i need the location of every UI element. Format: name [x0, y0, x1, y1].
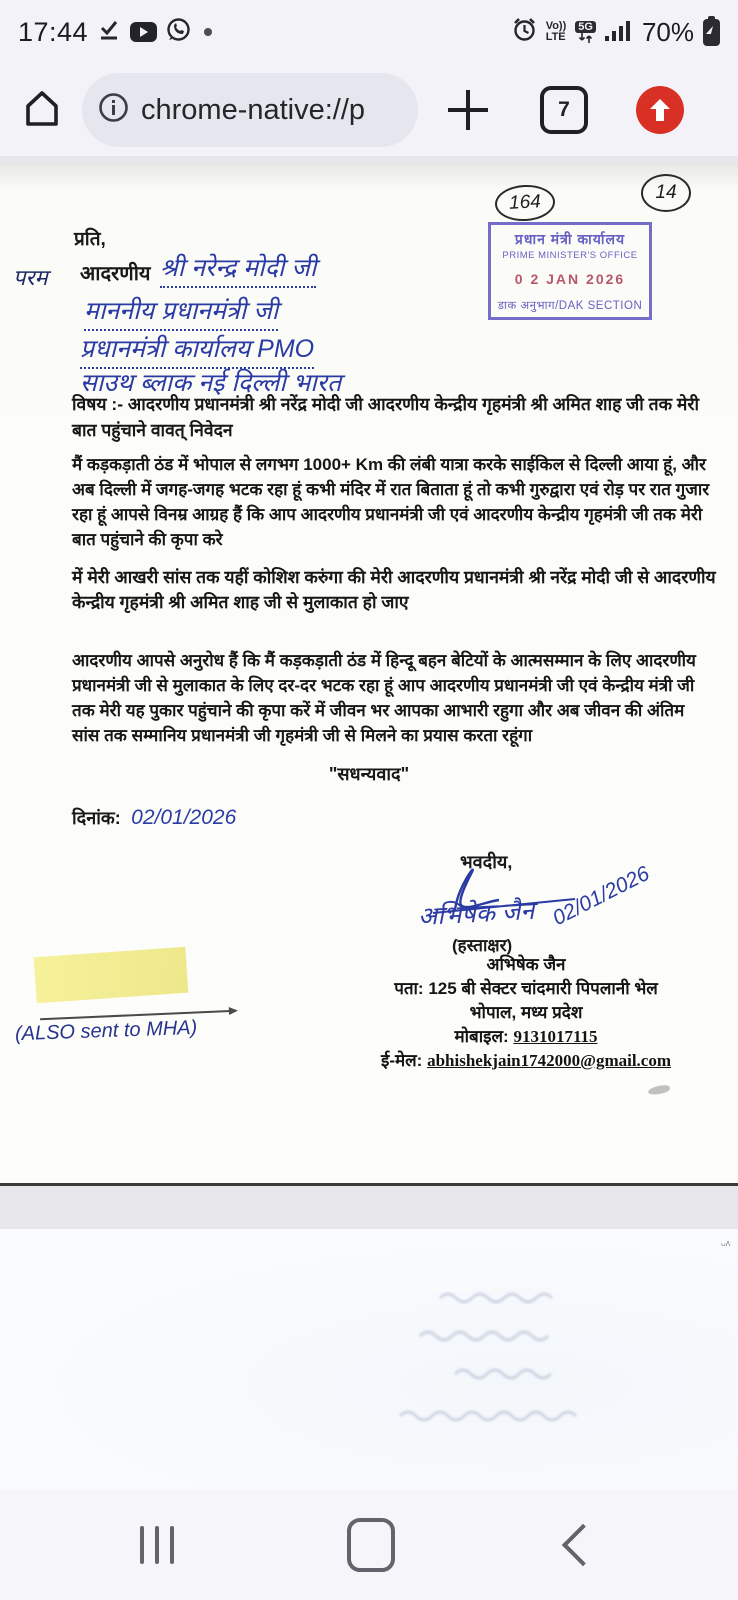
download-check-icon — [97, 18, 121, 47]
stamp-office-hindi: प्रधान मंत्री कार्यालय — [514, 231, 626, 247]
date-label: दिनांक: — [72, 808, 121, 828]
pmo-receipt-stamp — [488, 222, 652, 320]
handwritten-address-line-3: प्रधानमंत्री कार्यालय PMO — [80, 331, 314, 369]
letter-page-1 — [0, 165, 738, 1186]
home-nav-button[interactable] — [347, 1518, 395, 1572]
email-address: abhishekjain1742000@gmail.com — [427, 1051, 672, 1070]
scan-corner-mark: ᵕᶺ — [720, 1237, 730, 1252]
paragraph-3: आदरणीय आपसे अनुरोध हैं कि मैं कड़कड़ाती ठंड में हिन्दू बहन बेटियों के आत्मसम्मान के लिए आदरणीय प्रधानमंत्री जी से मुलाकात के लिए दर-दर भटक रहा हूं आप आदरणीय प्रधानमंत्री जी एवं केन्द्रीय मंत्री जी तक मेरी यह पुकार पहुंचाने की कृपा करें में जीवन भर आपका आभारी रहुगा और अब जीवन की अंतिम सांस तक सम्मानिय प्रधानमंत्री जी गृहमंत्री जी से मिलने का प्रयास करता रहूंगा — [72, 651, 696, 745]
sender-email-line — [330, 1049, 722, 1073]
volte-indicator: Vo)) LTE — [545, 20, 567, 43]
handwritten-address-line-2: माननीय प्रधानमंत्री जी — [84, 293, 278, 331]
webview-scroll-area[interactable] — [0, 156, 738, 1490]
signature-date-handwritten: 02/01/2026 — [549, 861, 654, 931]
page-number-circled: 14 — [641, 174, 691, 212]
printed-adarniya: आदरणीय — [80, 263, 151, 285]
serial-number-circled: 164 — [494, 183, 556, 222]
subject-line: विषय :- आदरणीय प्रधानमंत्री श्री नरेंद्र मोदी जी आदरणीय केन्द्रीय गृहमंत्री श्री अमित शाह जी तक मेरी बात पहुंचाने वावत् निवेदन — [72, 394, 700, 440]
sticky-note — [34, 947, 189, 1003]
date-value-handwritten: 02/01/2026 — [131, 806, 237, 829]
page-info-icon[interactable] — [98, 92, 129, 128]
thanks-line: "सधन्यवाद" — [328, 764, 410, 784]
url-text[interactable]: chrome-native://p — [141, 93, 366, 126]
whatsapp-icon — [166, 17, 191, 47]
sender-city: भोपाल, मध्य प्रदेश — [469, 1003, 583, 1022]
stamp-date: 0 2 JAN 2026 — [514, 271, 626, 287]
battery-icon — [703, 19, 720, 46]
closing-bhavdiya: भवदीय, — [460, 852, 513, 872]
tab-switcher-button[interactable] — [540, 86, 588, 134]
handwritten-address-line-1: श्री नरेन्द्र मोदी जी — [160, 250, 316, 288]
email-label: ई-मेल: — [380, 1051, 423, 1070]
youtube-icon — [130, 22, 157, 42]
clock-text: 17:44 — [18, 16, 89, 47]
5g-network-icon: 5G — [575, 21, 596, 43]
chrome-update-button[interactable] — [636, 86, 684, 134]
sender-mobile-line — [330, 1025, 722, 1049]
home-button[interactable] — [20, 86, 64, 135]
date-line — [72, 806, 236, 830]
tab-count: 7 — [558, 98, 570, 121]
scan-smudge — [647, 1084, 670, 1096]
status-bar — [0, 0, 738, 64]
signal-bars-icon — [605, 18, 633, 47]
signature-label: (हस्ताक्षर) — [452, 936, 513, 955]
alarm-icon — [512, 17, 537, 47]
margin-note-handwritten: (ALSO sent to MHA) — [14, 1016, 198, 1046]
browser-toolbar — [0, 64, 738, 156]
battery-percent-text: 70% — [641, 16, 694, 47]
paragraph-1: मैं कड़कड़ाती ठंड में भोपाल से लगभग 1000+ Km की लंबी यात्रा करके साईकिल से दिल्ली आया हूं, और अब दिल्ली में जगह-जगह भटक रहा हूं कभी मंदिर में रात बिताता हूं तो कभी गुरुद्वारा एवं रोड़ पर रात गुजार रहा हूं आपसे विनम्र आग्रह हैं कि आप आदरणीय प्रधानमंत्री जी एवं आदरणीय केन्द्रीय गृहमंत्री जी तक मेरी बात पहुंचाने की कृपा करे — [72, 455, 710, 549]
mobile-label: मोबाइल: — [454, 1027, 509, 1046]
android-nav-bar — [0, 1490, 738, 1600]
stamp-dak-section: डाक अनुभाग/DAK SECTION — [497, 300, 643, 312]
salutation: प्रति, — [74, 229, 106, 250]
paragraph-2: में मेरी आखरी सांस तक यहीं कोशिश करुंगा की मेरी आदरणीय प्रधानमंत्री श्री नरेंद्र मोदी जी से आदरणीय केन्द्रीय गृहमंत्री श्री अमित शाह जी से मुलाकात हो जाए — [72, 567, 716, 612]
notification-dot-icon — [204, 28, 212, 36]
sender-address: पता: 125 बी सेक्टर चांदमारी पिपलानी भेल — [394, 979, 658, 998]
letter-page-2 — [0, 1229, 738, 1490]
handwritten-param: परम — [13, 265, 48, 290]
signed-name-handwritten: अभिषेक जैन — [417, 896, 535, 932]
handwritten-address-line-4: साउथ ब्लाक नई दिल्ली भारत — [80, 369, 342, 397]
sender-name: अभिषेक जैन — [486, 955, 566, 974]
new-tab-button[interactable] — [446, 88, 490, 132]
bleed-through-marks — [400, 1284, 700, 1444]
stamp-office-english: PRIME MINISTER'S OFFICE — [502, 250, 638, 261]
recents-button[interactable] — [140, 1526, 174, 1564]
back-button[interactable] — [562, 1524, 604, 1566]
url-bar[interactable] — [82, 73, 418, 147]
contact-block — [330, 953, 722, 1073]
mobile-number: 9131017115 — [513, 1027, 598, 1046]
